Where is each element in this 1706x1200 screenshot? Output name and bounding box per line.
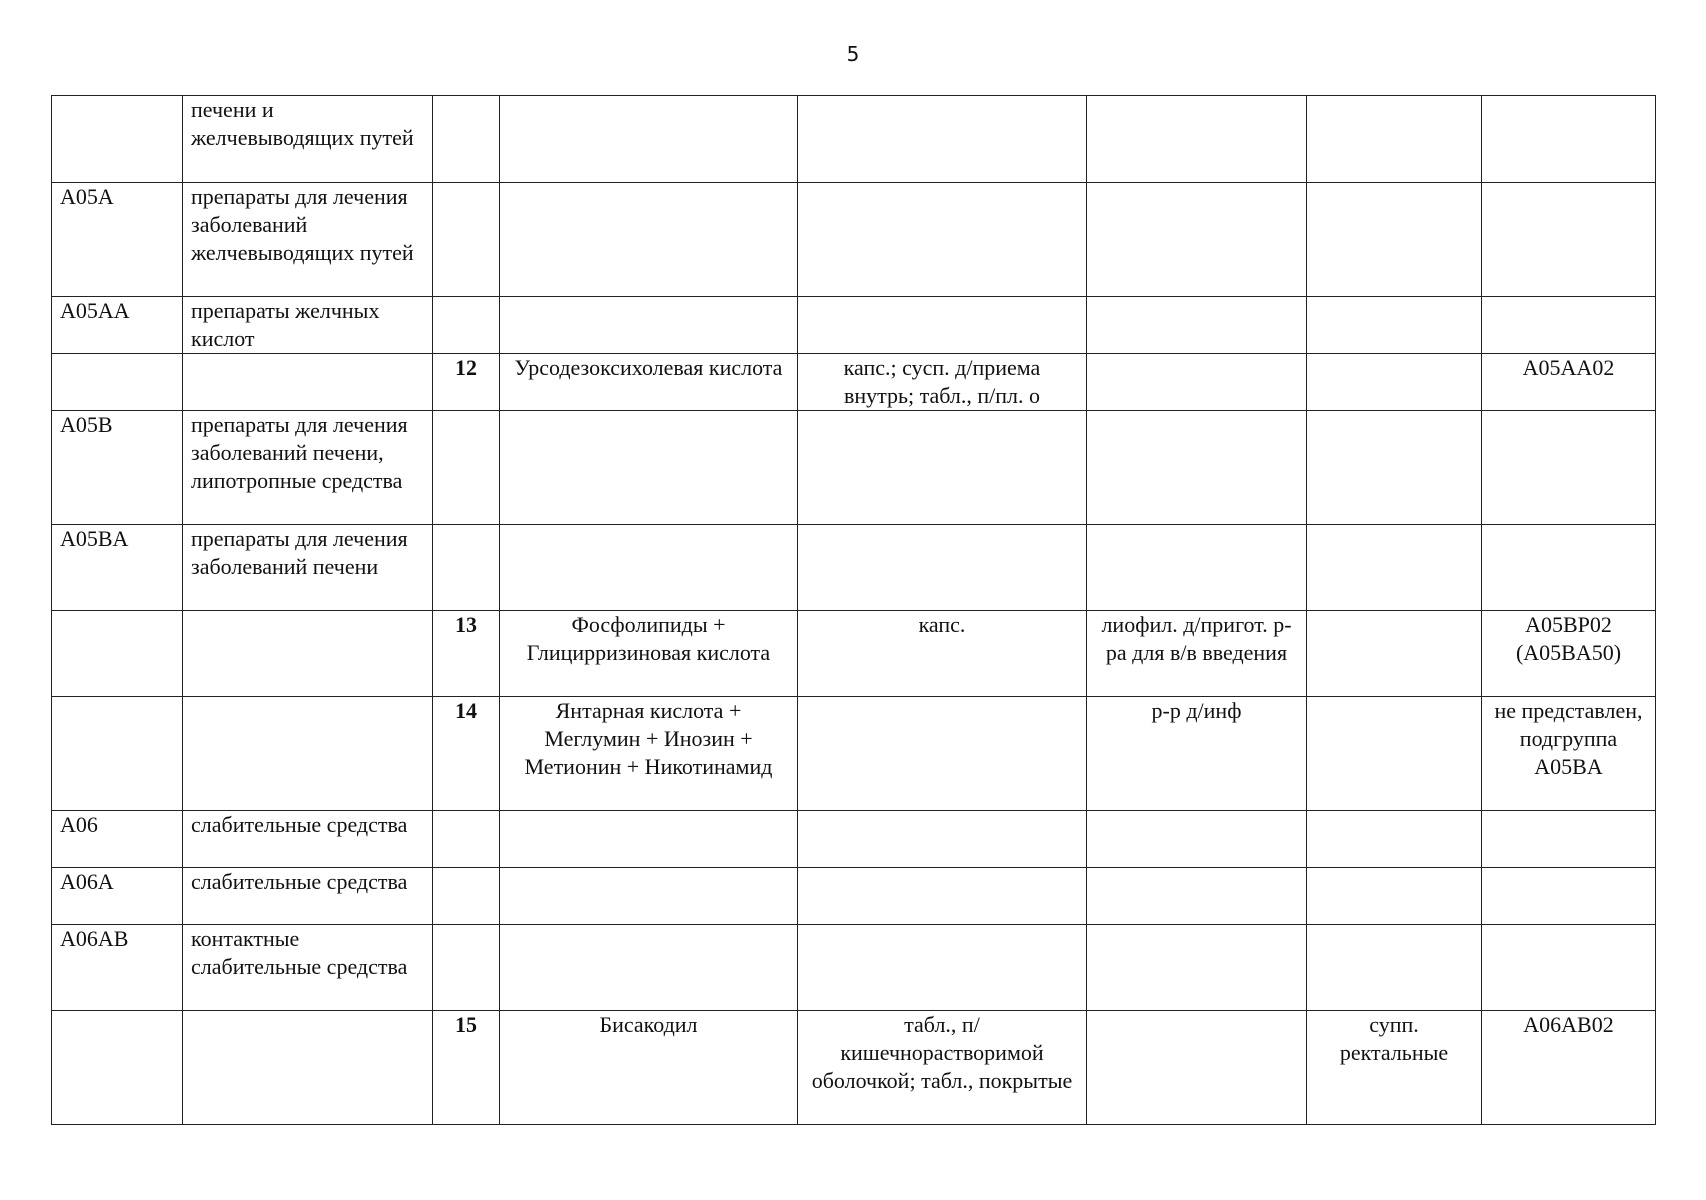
atc-code [1482, 811, 1656, 868]
dosage-form-2 [1087, 354, 1307, 411]
drug-list-table [51, 95, 1656, 1125]
atc-group-code [52, 354, 183, 411]
dosage-form-3 [1307, 868, 1482, 925]
item-number: 15 [433, 1011, 500, 1125]
atc-code: A06AB02 [1482, 1011, 1656, 1125]
dosage-form-1 [798, 525, 1087, 611]
table-row [52, 354, 1656, 411]
drug-name [500, 868, 798, 925]
dosage-form-1 [798, 297, 1087, 354]
atc-code [1482, 183, 1656, 297]
dosage-form-1: капс.; сусп. д/приема внутрь; табл., п/пл. о [798, 354, 1087, 411]
atc-group-code: A06AB [52, 925, 183, 1011]
atc-group-code: A05BA [52, 525, 183, 611]
item-number [433, 925, 500, 1011]
table-row [52, 697, 1656, 811]
item-number [433, 96, 500, 183]
atc-code [1482, 925, 1656, 1011]
atc-group-name: препараты для лечения заболеваний печени, липотропные средства [183, 411, 433, 525]
atc-group-name: препараты для лечения заболеваний печени [183, 525, 433, 611]
atc-code: A05AA02 [1482, 354, 1656, 411]
atc-group-name: препараты для лечения заболеваний желчевыводящих путей [183, 183, 433, 297]
dosage-form-1 [798, 925, 1087, 1011]
dosage-form-3 [1307, 96, 1482, 183]
drug-name: Янтарная кислота + Меглумин + Инозин + Метионин + Никотинамид [500, 697, 798, 811]
atc-group-code: A06A [52, 868, 183, 925]
drug-name: Бисакодил [500, 1011, 798, 1125]
item-number [433, 868, 500, 925]
atc-group-code [52, 611, 183, 697]
dosage-form-2 [1087, 1011, 1307, 1125]
item-number: 14 [433, 697, 500, 811]
table-row [52, 868, 1656, 925]
dosage-form-2 [1087, 297, 1307, 354]
drug-name [500, 183, 798, 297]
item-number [433, 525, 500, 611]
atc-group-name [183, 611, 433, 697]
atc-code [1482, 297, 1656, 354]
dosage-form-3 [1307, 354, 1482, 411]
drug-name [500, 811, 798, 868]
dosage-form-1: капс. [798, 611, 1087, 697]
dosage-form-1 [798, 96, 1087, 183]
dosage-form-3 [1307, 811, 1482, 868]
dosage-form-1 [798, 411, 1087, 525]
dosage-form-3 [1307, 183, 1482, 297]
atc-group-code [52, 96, 183, 183]
atc-group-code: A05B [52, 411, 183, 525]
dosage-form-2 [1087, 868, 1307, 925]
item-number [433, 183, 500, 297]
table-row [52, 1011, 1656, 1125]
atc-code: A05BP02 (A05BA50) [1482, 611, 1656, 697]
dosage-form-1 [798, 183, 1087, 297]
dosage-form-2: р-р д/инф [1087, 697, 1307, 811]
dosage-form-3: супп. ректальные [1307, 1011, 1482, 1125]
dosage-form-3 [1307, 611, 1482, 697]
atc-code [1482, 96, 1656, 183]
atc-group-name [183, 1011, 433, 1125]
dosage-form-1 [798, 811, 1087, 868]
dosage-form-2: лиофил. д/пригот. р-ра для в/в введения [1087, 611, 1307, 697]
dosage-form-3 [1307, 297, 1482, 354]
atc-group-name [183, 354, 433, 411]
dosage-form-3 [1307, 925, 1482, 1011]
atc-group-code: A05A [52, 183, 183, 297]
dosage-form-2 [1087, 525, 1307, 611]
dosage-form-3 [1307, 411, 1482, 525]
drug-name [500, 411, 798, 525]
atc-group-name: контактные слабительные средства [183, 925, 433, 1011]
atc-group-code [52, 1011, 183, 1125]
dosage-form-2 [1087, 96, 1307, 183]
dosage-form-2 [1087, 811, 1307, 868]
table-row [52, 925, 1656, 1011]
table-row [52, 183, 1656, 297]
table-row [52, 96, 1656, 183]
table-row [52, 525, 1656, 611]
dosage-form-2 [1087, 411, 1307, 525]
item-number [433, 297, 500, 354]
atc-group-name: печени и желчевыводящих путей [183, 96, 433, 183]
atc-group-code: A05AA [52, 297, 183, 354]
item-number: 13 [433, 611, 500, 697]
item-number: 12 [433, 354, 500, 411]
dosage-form-1 [798, 697, 1087, 811]
dosage-form-1: табл., п/кишечнорастворимой оболочкой; табл., покрытые [798, 1011, 1087, 1125]
table-row [52, 297, 1656, 354]
item-number [433, 811, 500, 868]
drug-name [500, 525, 798, 611]
drug-name [500, 925, 798, 1011]
drug-name: Фосфолипиды + Глицирризиновая кислота [500, 611, 798, 697]
atc-code: не представлен, подгруппа A05BA [1482, 697, 1656, 811]
table-row [52, 611, 1656, 697]
atc-code [1482, 868, 1656, 925]
table-row [52, 411, 1656, 525]
atc-group-code [52, 697, 183, 811]
atc-group-name [183, 697, 433, 811]
item-number [433, 411, 500, 525]
atc-group-name: слабительные средства [183, 868, 433, 925]
drug-name [500, 96, 798, 183]
dosage-form-1 [798, 868, 1087, 925]
dosage-form-3 [1307, 525, 1482, 611]
atc-group-name: слабительные средства [183, 811, 433, 868]
atc-code [1482, 525, 1656, 611]
atc-group-code: A06 [52, 811, 183, 868]
page-number: 5 [846, 42, 860, 66]
dosage-form-2 [1087, 925, 1307, 1011]
dosage-form-2 [1087, 183, 1307, 297]
atc-group-name: препараты желчных кислот [183, 297, 433, 354]
atc-code [1482, 411, 1656, 525]
drug-name: Урсодезоксихолевая кислота [500, 354, 798, 411]
dosage-form-3 [1307, 697, 1482, 811]
drug-name [500, 297, 798, 354]
table-row [52, 811, 1656, 868]
